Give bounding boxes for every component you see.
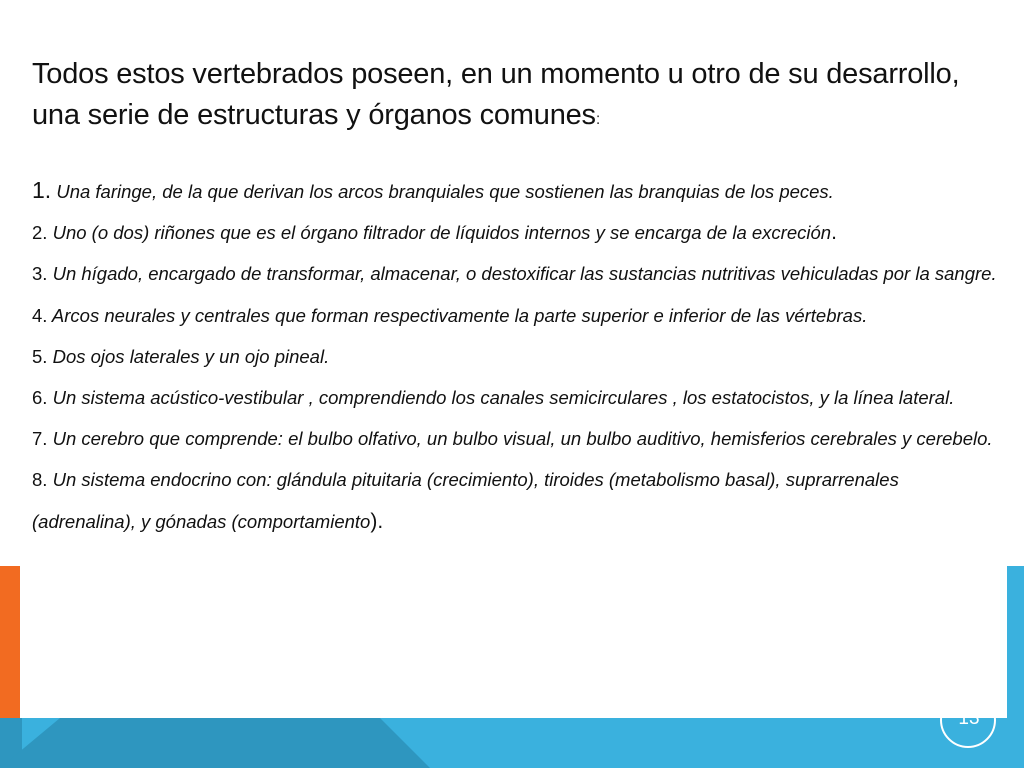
item-text: Un hígado, encargado de transformar, almacenar, o destoxificar las sustancias nutritivas vehiculadas por la sangre.	[52, 263, 997, 285]
item-number: 8.	[32, 469, 48, 491]
item-text: Un sistema endocrino con: glándula pituitaria (crecimiento), tiroides (metabolismo basal), suprarrenales (adrenalina), y gónadas (comportamiento	[32, 469, 899, 532]
item-number: 7.	[32, 428, 48, 450]
item-text: Arcos neurales y centrales que forman respectivamente la parte superior e inferior de las vértebras.	[51, 304, 868, 326]
list-item	[32, 418, 997, 459]
item-text: Uno (o dos) riñones que es el órgano filtrador de líquidos internos y se encarga de la excreción	[52, 222, 832, 244]
slide-heading	[32, 54, 962, 140]
list-item	[32, 295, 997, 336]
item-text: Dos ojos laterales y un ojo pineal.	[52, 345, 330, 367]
item-text: Una faringe, de la que derivan los arcos branquiales que sostienen las branquias de los peces.	[56, 181, 834, 202]
item-number: 4.	[32, 304, 48, 326]
item-text: Un sistema acústico-vestibular , comprendiendo los canales semicirculares , los estatocistos, y la línea lateral.	[52, 387, 955, 409]
blue-band-dark	[0, 718, 430, 768]
list-item	[32, 336, 997, 377]
list-item	[32, 253, 997, 294]
list-item	[32, 212, 997, 253]
item-number: 5.	[32, 345, 48, 367]
item-number: 6.	[32, 387, 48, 409]
item-end: .	[831, 221, 837, 245]
list-item	[32, 459, 997, 541]
item-end: ).	[370, 509, 384, 533]
item-text: Un cerebro que comprende: el bulbo olfativo, un bulbo visual, un bulbo auditivo, hemisferios cerebrales y cerebelo.	[52, 428, 993, 450]
item-number: 3.	[32, 263, 48, 285]
page-number: 13	[958, 708, 980, 729]
structures-list	[32, 170, 997, 542]
list-item	[32, 170, 997, 212]
heading-text: Todos estos vertebrados poseen, en un momento u otro de su desarrollo, una serie de estructuras y órganos comunes	[32, 58, 960, 131]
item-number: 2.	[32, 222, 48, 244]
list-item	[32, 377, 997, 418]
heading-colon: :	[595, 111, 601, 128]
item-number: 1.	[32, 177, 52, 203]
